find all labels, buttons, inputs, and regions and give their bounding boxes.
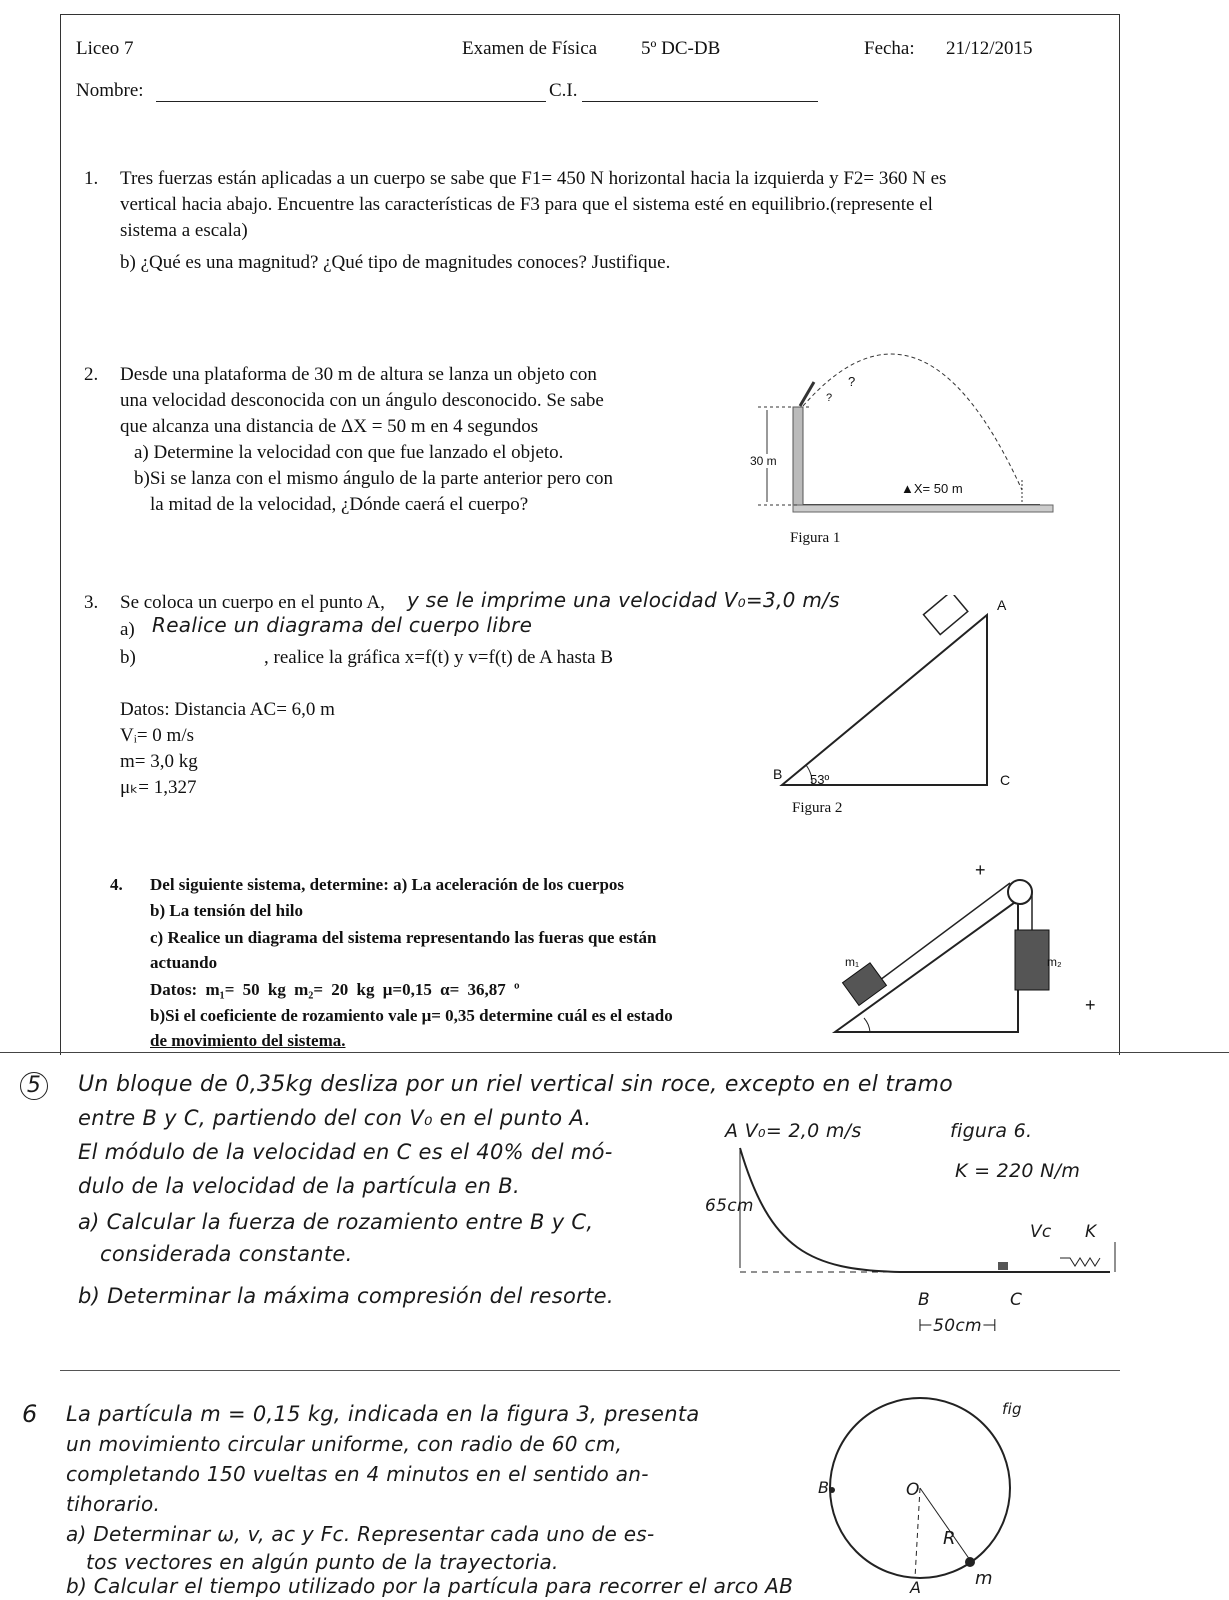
q3-part-b-text: , realice la gráfica x=f(t) y v=f(t) de A hasta B xyxy=(264,647,614,668)
q2-line1: Desde una plataforma de 30 m de altura se lanza un objeto con xyxy=(120,364,597,385)
figure-pulley-plus-top: + xyxy=(975,860,986,880)
q6-part-a-line1: a) Determinar ω, v, ac y Fc. Representar cada uno de es- xyxy=(66,1522,655,1546)
q1-line1: Tres fuerzas están aplicadas a un cuerpo se sabe que F1= 450 N horizontal hacia la izquierda y F2= 360 N es xyxy=(120,168,947,189)
q5-part-a-line1: a) Calcular la fuerza de rozamiento entre B y C, xyxy=(78,1210,594,1234)
q3-handwritten-velocity: y se le imprime una velocidad V₀=3,0 m/s xyxy=(407,588,840,612)
q5-part-b: b) Determinar la máxima compresión del resorte. xyxy=(78,1284,614,1308)
name-label: Nombre: xyxy=(76,80,144,101)
figure-1-distance-label: ▲X= 50 m xyxy=(898,481,966,496)
figure-6-vc: Vc xyxy=(1030,1222,1052,1242)
q1-line3: sistema a escala) xyxy=(120,220,248,241)
q5-line2: entre B y C, partiendo del con V₀ en el punto A. xyxy=(78,1106,592,1130)
q1-part-b: b) ¿Qué es una magnitud? ¿Qué tipo de magnitudes conoces? Justifique. xyxy=(120,252,671,273)
q4-part-b2-line2: de movimiento del sistema. xyxy=(150,1031,346,1050)
figure-3-circle xyxy=(820,1390,1060,1590)
q5-part-a-line2: considerada constante. xyxy=(100,1242,353,1266)
name-blank-line xyxy=(156,101,546,102)
section-divider xyxy=(0,1052,1229,1053)
ci-blank-line xyxy=(582,101,818,102)
q3-part-a-label: a) xyxy=(120,619,135,640)
q4-part-c-line1: c) Realice un diagrama del sistema representando las fueras que están xyxy=(150,928,657,947)
figure-pulley-m1: m₁ xyxy=(845,955,860,969)
q3-data-distance: Datos: Distancia AC= 6,0 m xyxy=(120,699,335,720)
q4-data: Datos: m₁= 50 kg m₂= 20 kg μ=0,15 α= 36,87 º xyxy=(150,980,520,999)
section-divider-2 xyxy=(60,1370,1120,1371)
q6-line4: tihorario. xyxy=(66,1492,161,1516)
figure-1-height-label: 30 m xyxy=(750,454,777,468)
q5-number: 5 xyxy=(20,1072,48,1100)
q5-line4: dulo de la velocidad de la partícula en B. xyxy=(78,1174,520,1198)
q6-part-b: b) Calcular el tiempo utilizado por la partícula para recorrer el arco AB xyxy=(66,1574,794,1598)
q4-part-b2-line1: b)Si el coeficiente de rozamiento vale μ= 0,35 determine cuál es el estado xyxy=(150,1006,673,1025)
figure-2-point-a: A xyxy=(997,597,1007,613)
figure-2-caption: Figura 2 xyxy=(792,800,843,816)
q3-part-b-label: b) xyxy=(120,647,136,668)
figure-1-caption: Figura 1 xyxy=(790,530,841,546)
ci-label: C.I. xyxy=(549,80,578,101)
q4-number: 4. xyxy=(110,875,123,894)
q2-line3: que alcanza una distancia de ΔX = 50 m en 4 segundos xyxy=(120,416,539,437)
exam-title: Examen de Física xyxy=(462,38,598,59)
q2-part-b-line2: la mitad de la velocidad, ¿Dónde caerá el cuerpo? xyxy=(150,494,529,515)
q1-number: 1. xyxy=(84,168,99,189)
date-label: Fecha: xyxy=(864,38,915,59)
q2-part-b-line1: b)Si se lanza con el mismo ángulo de la parte anterior pero con xyxy=(134,468,614,489)
figure-3-radius: R xyxy=(943,1528,956,1549)
q4-line1: Del siguiente sistema, determine: a) La aceleración de los cuerpos xyxy=(150,875,625,894)
figure-6-spring-constant: K = 220 N/m xyxy=(955,1160,1081,1182)
q4-part-c-line2: actuando xyxy=(150,953,218,972)
figure-6-track xyxy=(720,1130,1140,1280)
figure-3-mass: m xyxy=(975,1568,993,1589)
figure-2-angle: 53º xyxy=(810,772,830,787)
figure-pulley-plus-right: + xyxy=(1085,995,1096,1015)
figure-6-point-c: C xyxy=(1010,1290,1023,1310)
q2-line2: una velocidad desconocida con un ángulo desconocido. Se sabe xyxy=(120,390,604,411)
exam-group: 5º DC-DB xyxy=(641,38,721,59)
figure-6-point-b: B xyxy=(918,1290,930,1310)
figure-2-point-c: C xyxy=(1000,772,1011,788)
figure-6-v0-label: A V₀= 2,0 m/s xyxy=(725,1120,862,1142)
figure-6-height: 65cm xyxy=(705,1196,754,1216)
q3-line1: Se coloca un cuerpo en el punto A, xyxy=(120,592,385,613)
q6-line3: completando 150 vueltas en 4 minutos en el sentido an- xyxy=(66,1462,649,1486)
figure-6-bc-distance: ⊢50cm⊣ xyxy=(918,1316,997,1336)
date-value: 21/12/2015 xyxy=(946,38,1033,59)
figure-1-projectile xyxy=(752,340,1062,550)
figure-3-label: fig xyxy=(1002,1400,1022,1418)
q1-line2: vertical hacia abajo. Encuentre las características de F3 para que el sistema esté en equilibrio.(represente el xyxy=(120,194,933,215)
figure-3-point-a: A xyxy=(910,1578,922,1597)
q6-line2: un movimiento circular uniforme, con radio de 60 cm, xyxy=(66,1432,623,1456)
q6-part-a-line2: tos vectores en algún punto de la trayectoria. xyxy=(86,1550,559,1574)
q3-number: 3. xyxy=(84,592,99,613)
q3-data-vi: Vᵢ= 0 m/s xyxy=(120,725,194,746)
figure-pulley-system xyxy=(830,870,1060,1040)
q2-part-a: a) Determine la velocidad con que fue lanzado el objeto. xyxy=(134,442,564,463)
figure-3-center: O xyxy=(906,1480,920,1500)
q5-line3: El módulo de la velocidad en C es el 40% del mó- xyxy=(78,1140,613,1164)
q6-number: 6 xyxy=(22,1400,38,1428)
q3-handwritten-part-a: Realice un diagrama del cuerpo libre xyxy=(152,613,533,637)
q4-part-b: b) La tensión del hilo xyxy=(150,901,304,920)
figure-6-title: figura 6. xyxy=(950,1120,1033,1142)
figure-6-k: K xyxy=(1085,1222,1097,1242)
q3-data-mass: m= 3,0 kg xyxy=(120,751,198,772)
figure-1-angle-question: ? xyxy=(826,392,833,404)
figure-2-point-b: B xyxy=(773,766,783,782)
school-name: Liceo 7 xyxy=(76,38,134,59)
figure-3-point-b: B xyxy=(818,1478,830,1497)
q6-line1: La partícula m = 0,15 kg, indicada en la figura 3, presenta xyxy=(66,1402,700,1426)
q3-data-mu: μₖ= 1,327 xyxy=(120,777,197,798)
q2-number: 2. xyxy=(84,364,99,385)
q5-line1: Un bloque de 0,35kg desliza por un riel vertical sin roce, excepto en el tramo xyxy=(78,1072,953,1097)
figure-1-velocity-question: ? xyxy=(848,374,856,389)
figure-2-incline xyxy=(772,595,1012,795)
figure-pulley-m2: m₂ xyxy=(1047,955,1062,969)
